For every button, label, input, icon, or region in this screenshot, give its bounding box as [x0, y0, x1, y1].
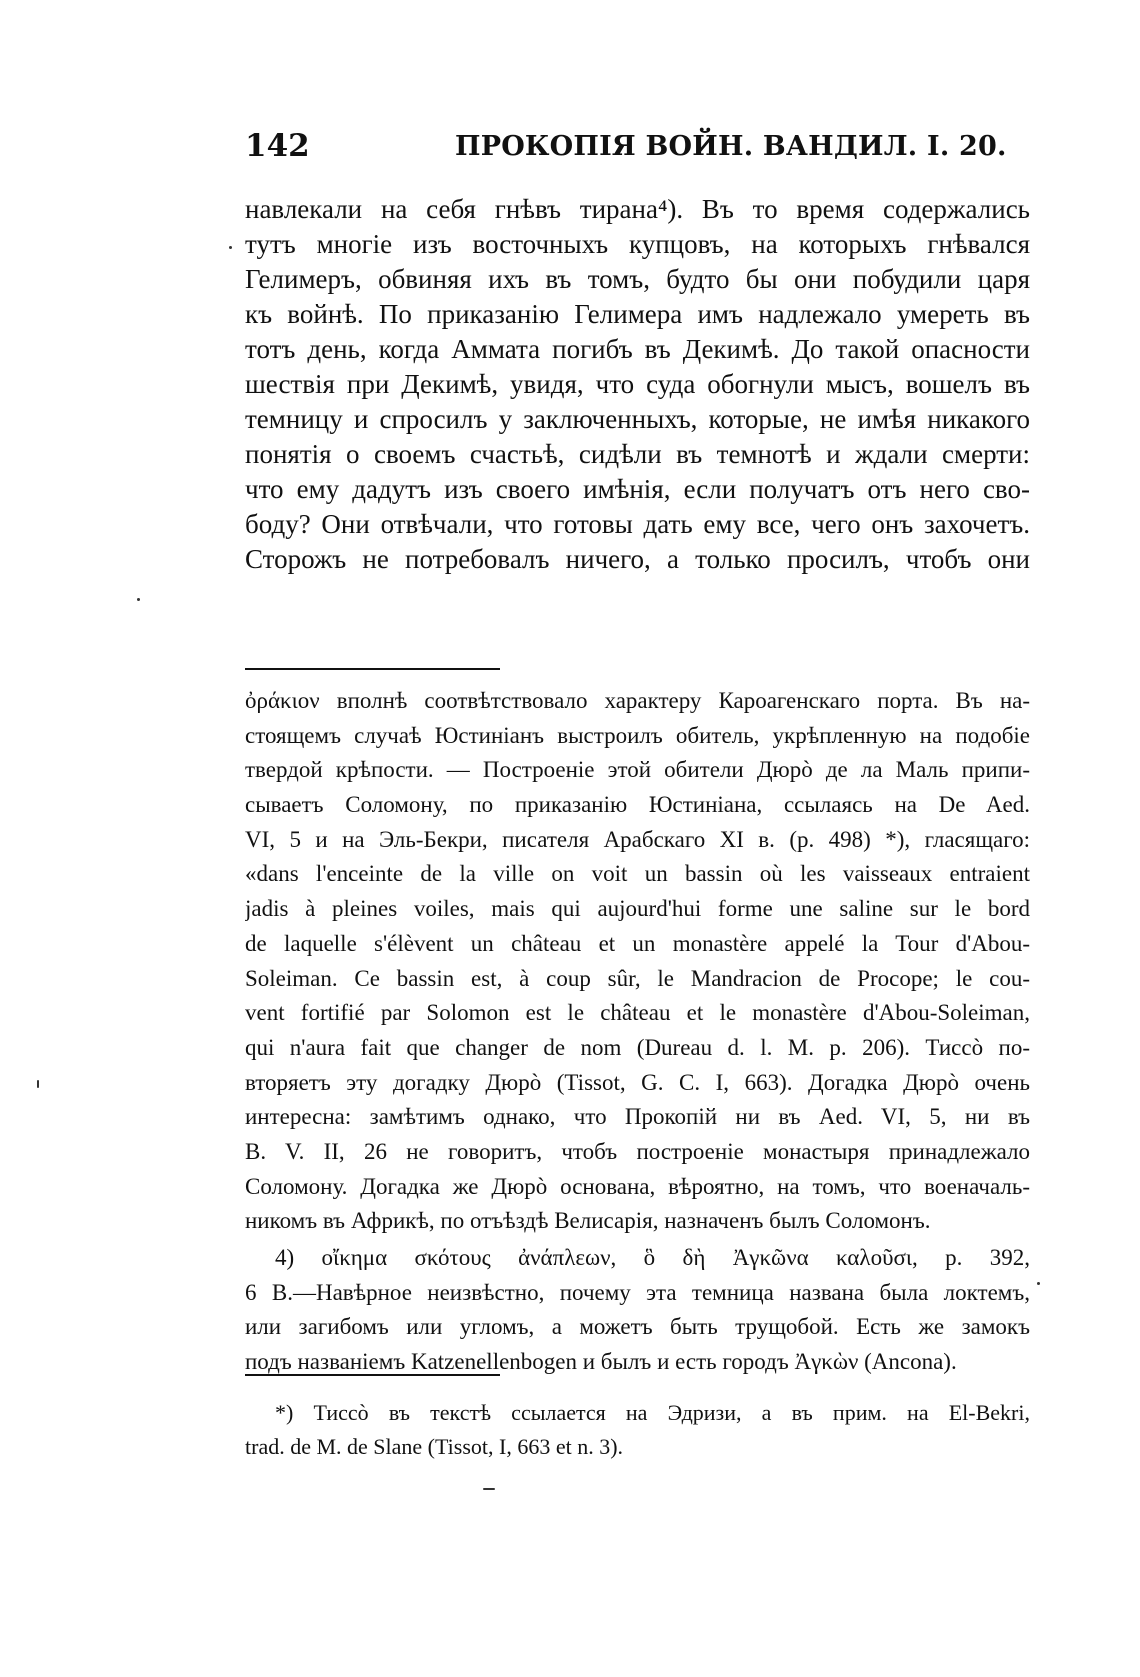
- print-speck: [37, 1080, 39, 1088]
- print-speck: [1037, 1282, 1040, 1285]
- footnote-4-line: 4) οἴκημα σκότους ἀνάπλεων, ὃ δὴ Ἀγκῶνα καλοῦσι, p. 392,: [275, 1245, 1030, 1270]
- footnote-line: vent fortifié par Solomon est le château et le monastère d'Abou-Soleiman,: [245, 1000, 1030, 1026]
- star-footnote: [245, 1396, 1030, 1464]
- text-line: Гелимеръ, обвиняя ихъ въ томъ, будто бы они побудили царя: [245, 264, 1030, 294]
- text-line: что ему дадутъ изъ своего имѣнія, если получатъ отъ него сво-: [245, 474, 1030, 504]
- main-text: [245, 192, 1030, 577]
- star-footnote-line: trad. de M. de Slane (Tissot, I, 663 et n. 3).: [245, 1434, 624, 1459]
- footnote-divider: [245, 668, 500, 670]
- footnote-4-line: 6 B.—Навѣрное неизвѣстно, почему эта темница названа была локтемъ,: [245, 1279, 1030, 1305]
- text-line: навлекали на себя гнѣвъ тирана⁴). Въ то время содержались: [245, 194, 1030, 224]
- text-line: тотъ день, когда Аммата погибъ въ Декимѣ. До такой опасности: [245, 334, 1030, 364]
- bottom-footnote-divider: [245, 1374, 500, 1376]
- footnotes-section: [245, 684, 1030, 1380]
- footnote-line: jadis à pleines voiles, mais qui aujourd'hui forme une saline sur le bord: [245, 896, 1030, 922]
- footnote-line: «dans l'enceinte de la ville on voit un bassin où les vaisseaux entraient: [245, 861, 1030, 887]
- page-number: 142: [245, 128, 310, 164]
- footnote-line: de laquelle s'élèvent un château et un monastère appelé la Tour d'Abou-: [245, 930, 1030, 956]
- text-line: тутъ многіе изъ восточныхъ купцовъ, на которыхъ гнѣвался: [245, 229, 1030, 259]
- text-line: къ войнѣ. По приказанію Гелимера имъ надлежало умереть въ: [245, 299, 1030, 329]
- footnote-line: никомъ въ Африкѣ, по отъѣздѣ Велисарія, назначенъ былъ Соломонъ.: [245, 1208, 931, 1234]
- print-speck: [483, 1488, 495, 1490]
- footnote-line: стоящемъ случаѣ Юстиніанъ выстроилъ обитель, укрѣпленную на подобіе: [245, 722, 1030, 748]
- footnote-4-line: подъ названіемъ Katzenellenbogen и былъ и есть городъ Ἀγκὼν (Ancona).: [245, 1349, 957, 1375]
- footnote-line: ὀράκιον вполнѣ соотвѣтствовало характеру Кароагенскаго порта. Въ на-: [245, 688, 1030, 713]
- footnote-line: B. V. II, 26 не говоритъ, чтобъ построеніе монастыря принадлежало: [245, 1138, 1030, 1164]
- footnote-line: сываетъ Соломону, по приказанію Юстиніана, ссылаясь на De Aed.: [245, 792, 1030, 818]
- footnote-line: твердой крѣпости. — Построеніе этой обители Дюрò де ла Маль припи-: [245, 757, 1030, 783]
- text-line: шествія при Декимѣ, увидя, что суда обогнули мысъ, вошелъ въ: [245, 369, 1030, 399]
- text-line: понятія о своемъ счастьѣ, сидѣли въ темнотѣ и ждали смерти:: [245, 439, 1030, 469]
- print-speck: [137, 598, 140, 601]
- running-head: ПРОКОПІЯ ВОЙН. ВАНДИЛ. I. 20.: [455, 131, 1007, 162]
- text-line: Сторожъ не потребовалъ ничего, а только просилъ, чтобъ они: [245, 544, 1030, 574]
- print-speck: [229, 246, 232, 249]
- page-header: [245, 128, 1030, 168]
- text-line: боду? Они отвѣчали, что готовы дать ему все, чего онъ захочетъ.: [245, 509, 1030, 539]
- star-footnote-line: *) Тиссò въ текстѣ ссылается на Эдризи, а въ прим. на El-Bekri,: [275, 1400, 1030, 1425]
- footnote-line: VI, 5 и на Эль-Бекри, писателя Арабскаго XI в. (p. 498) *), гласящаго:: [245, 826, 1030, 852]
- footnote-line: интересна: замѣтимъ однако, что Прокопій ни въ Aed. VI, 5, ни въ: [245, 1104, 1030, 1130]
- footnote-line: qui n'aura fait que changer de nom (Dureau d. l. M. p. 206). Тиссò по-: [245, 1034, 1030, 1060]
- footnote-line: Soleiman. Ce bassin est, à coup sûr, le Mandracion de Procope; le cou-: [245, 965, 1030, 991]
- footnote-line: вторяетъ эту догадку Дюрò (Tissot, G. C. I, 663). Догадка Дюрò очень: [245, 1069, 1030, 1095]
- text-line: темницу и спросилъ у заключенныхъ, которые, не имѣя никакого: [245, 404, 1030, 434]
- footnote-4-line: или загибомъ или угломъ, а можетъ быть трущобой. Есть же замокъ: [245, 1314, 1030, 1340]
- footnote-line: Соломону. Догадка же Дюрò основана, вѣроятно, на томъ, что военачаль-: [245, 1173, 1030, 1199]
